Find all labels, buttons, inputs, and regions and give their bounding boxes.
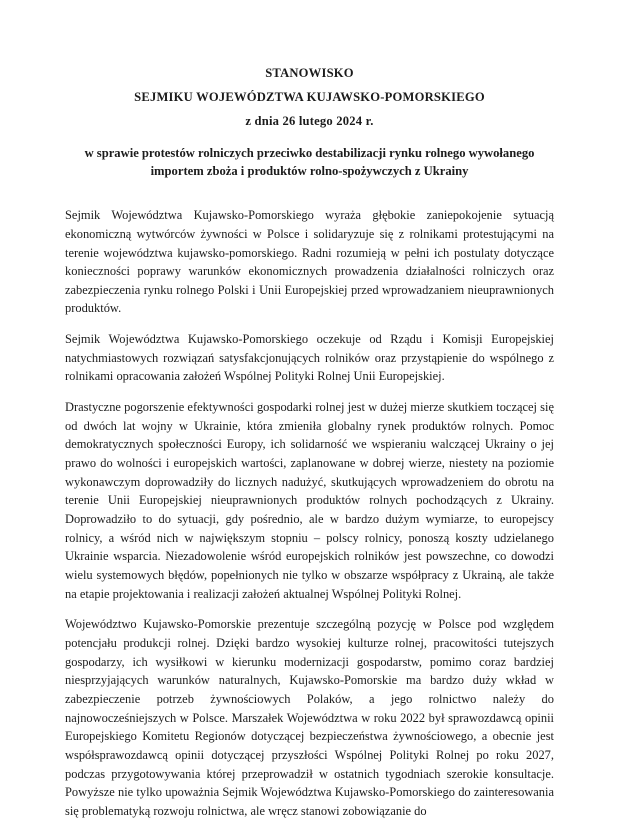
body-paragraph-3: Drastyczne pogorszenie efektywności gospodarki rolnej jest w dużej mierze skutkiem toczącej się od dwóch lat wojny w Ukrainie, która zmieniła globalny rynek produktów rolnych. Pomoc demokratycznych społeczności Europy, ich solidarność we wspieraniu walczącej Ukrainy o jej prawo do wolności i europejskich wartości, zaplanowane w dobrej wierze, niestety na poziomie wykonawczym doprowadziły do licznych nadużyć, skutkujących wprowadzeniem do obrotu na terenie Unii Europejskiej nieuprawnionych produktów rolnych pochodzących z Ukrainy. Doprowadziło to do sytuacji, gdy pośrednio, ale w bardzo dużym wymiarze, to europejscy rolnicy, a wśród nich w największym stopniu – polscy rolnicy, ponoszą koszty udzielanego Ukrainie wsparcia. Niezadowolenie wśród europejskich rolników jest powszechne, co dowodzi wielu systemowych błędów, popełnionych nie tylko w obszarze współpracy z Ukrainą, ale także na etapie projektowania i realizacji założeń aktualnej Wspólnej Polityki Rolnej. bbox=[65, 400, 554, 601]
document-title: STANOWISKO bbox=[265, 66, 354, 80]
document-header bbox=[65, 61, 554, 133]
document-date: z dnia 26 lutego 2024 r. bbox=[245, 114, 374, 128]
document-body bbox=[65, 206, 554, 820]
document-subject: w sprawie protestów rolniczych przeciwko destabilizacji rynku rolnego wywołanego importem zboża i produktów rolno-spożywczych z Ukrainy bbox=[84, 146, 535, 178]
document-issuer: SEJMIKU WOJEWÓDZTWA KUJAWSKO-POMORSKIEGO bbox=[134, 90, 485, 104]
body-paragraph-1: Sejmik Województwa Kujawsko-Pomorskiego wyraża głębokie zaniepokojenie sytuacją ekonomiczną wytwórców żywności w Polsce i solidaryzuje się z rolnikami protestującymi na terenie województwa kujawsko-pomorskiego. Radni rozumieją w pełni ich postulaty dotyczące konieczności poprawy warunków ekonomicznych prowadzenia działalności rolniczych oraz zabezpieczenia rynku rolnego Polski i Unii Europejskiej przed wprowadzaniem nieuprawnionych produktów. bbox=[65, 208, 554, 316]
body-paragraph-2: Sejmik Województwa Kujawsko-Pomorskiego oczekuje od Rządu i Komisji Europejskiej natychmiastowych rozwiązań satysfakcjonujących rolników oraz przystąpienie do wspólnego z rolnikami opracowania założeń Wspólnej Polityki Rolnej Unii Europejskiej. bbox=[65, 332, 554, 384]
body-paragraph-4: Województwo Kujawsko-Pomorskie prezentuje szczególną pozycję w Polsce pod względem potencjału produkcji rolnej. Dzięki bardzo wysokiej kulturze rolnej, pracowitości tutejszych gospodarzy, ich wysiłkowi w kierunku modernizacji gospodarstw, pomimo coraz bardziej niesprzyjających warunków naturalnych, Kujawsko-Pomorskie ma bardzo duży wkład w zabezpieczenie potrzeb żywnościowych Polaków, a jego rolnictwo należy do najnowocześniejszych w Polsce. Marszałek Województwa w roku 2022 był sprawozdawcą opinii Europejskiego Komitetu Regionów dotyczącej bezpieczeństwa żywnościowego, a obecnie jest współsprawozdawcą opinii dotyczącej przyszłości Wspólnej Polityki Rolnej po roku 2027, podczas przygotowywania której przeprowadził w ostatnich tygodniach szerokie konsultacje. Powyższe nie tylko upoważnia Sejmik Województwa Kujawsko-Pomorskiego do zainteresowania się problematyką rozwoju rolnictwa, ale wręcz stanowi zobowiązanie do bbox=[65, 617, 554, 818]
